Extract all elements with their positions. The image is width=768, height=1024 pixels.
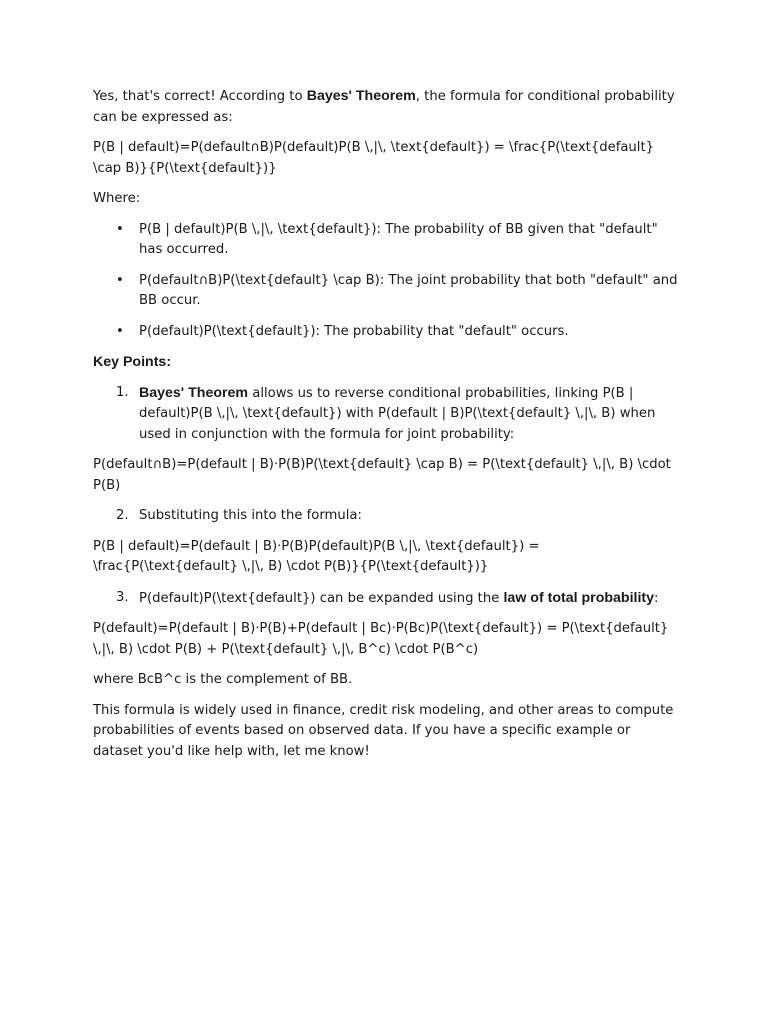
list-item-text: P(default∩B)P(\text{default} \cap B): The joint probability that both "default" and BB occur. [139,272,678,308]
point1-bold-term: Bayes' Theorem [139,384,249,401]
intro-paragraph [93,86,683,128]
numbered-item-1 [93,383,683,446]
formula-substituted: P(B | default)=P(default | B)⋅P(B)P(default)P(B \,|\, \text{default}) = \frac{P(\text{default} \,|\, B) \cdot P(B)}{P(\text{default})} [93,538,540,574]
intro-text-after: , the formula for conditional probability can be expressed as: [93,89,675,125]
intro-text-before: Yes, that's correct! According to [93,89,307,104]
where-label: Where: [93,191,141,206]
numbered-item-2 [93,506,683,527]
list-item-text: P(B | default)P(B \,|\, \text{default}): The probability of BB given that "default" has occurred. [139,221,658,257]
item-number: 1. [116,384,129,400]
document-body [93,86,683,772]
bullet-marker: • [116,272,124,288]
point3-text-before: P(default)P(\text{default}) can be expanded using the [139,590,504,606]
point2-text: Substituting this into the formula: [139,508,362,523]
bullet-marker: • [116,221,124,237]
numbered-item-3 [93,588,683,610]
item-number: 2. [116,508,129,523]
definitions-list [93,220,683,343]
formula-joint: P(default∩B)=P(default | B)⋅P(B)P(\text{default} \cap B) = P(\text{default} \,|\, B) \cdot P(B) [93,457,671,493]
point1-text: allows us to reverse conditional probabilities, linking P(B | default)P(B \,|\, \text{default}) with P(default | B)P(\text{default} \,|\, B) when used in conjunction with the formula for joint probability: [139,385,656,442]
list-item [93,322,683,343]
intro-bold-term: Bayes' Theorem [306,88,416,104]
point3-text-after: : [654,590,659,606]
formula-conditional: P(B | default)=P(default∩B)P(default)P(B \,|\, \text{default}) = \frac{P(\text{default} \cap B)}{P(\text{default})} [93,140,655,176]
point3-bold-term: law of total probability [503,589,655,606]
key-points-heading: Key Points: [93,354,172,370]
bullet-marker: • [116,323,124,339]
item-number: 3. [116,589,129,605]
list-item [93,220,683,261]
list-item [93,271,683,312]
formula-total-probability: P(default)=P(default | B)⋅P(B)+P(default | Bc)⋅P(Bc)P(\text{default}) = P(\text{default} \,|\, B) \cdot P(B) + P(\text{default} \,|\, B^c) \cdot P(B^c) [93,621,669,657]
closing-paragraph: This formula is widely used in finance, credit risk modeling, and other areas to compute probabilities of events based on observed data. If you have a specific example or dataset you'd like help with, let me know! [93,702,674,759]
complement-note: where BcB^c is the complement of BB. [93,672,353,687]
list-item-text: P(default)P(\text{default}): The probability that "default" occurs. [139,323,569,339]
